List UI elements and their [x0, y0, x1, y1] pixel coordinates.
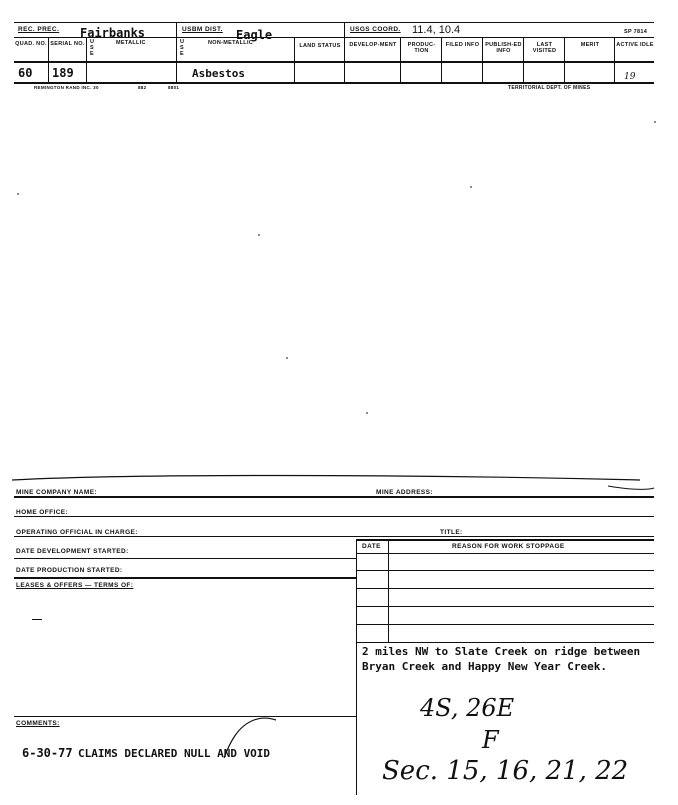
printer-imprint: REMINGTON RAND INC. 30	[34, 85, 99, 90]
col-published-info: PUBLISH-ED INFO	[485, 42, 522, 54]
location-line-2: Bryan Creek and Happy New Year Creek.	[362, 660, 608, 673]
printer-code-b: 8801	[168, 85, 180, 90]
columns-divider	[14, 61, 654, 63]
metallic-code-u: U	[90, 39, 95, 45]
stoppage-row-rule	[356, 606, 654, 607]
mine-company-label: MINE COMPANY NAME:	[16, 489, 97, 496]
comment-date: 6-30-77	[22, 746, 73, 760]
col-metallic: METALLIC	[116, 40, 146, 46]
comments-top-rule	[14, 716, 356, 717]
printer-code-a: 882	[138, 85, 147, 90]
stoppage-row-rule	[356, 570, 654, 571]
grid-vline	[176, 22, 177, 82]
stoppage-row-rule	[356, 553, 654, 554]
rec-prec-value: Fairbanks	[80, 26, 146, 40]
col-land-status: LAND STATUS	[299, 43, 341, 49]
hand-sections: Sec. 15, 16, 21, 22	[382, 756, 629, 786]
official-rule	[14, 536, 654, 537]
col-merit: MERIT	[580, 42, 600, 48]
grid-vline	[441, 37, 442, 82]
operating-official-label: OPERATING OFFICIAL IN CHARGE:	[16, 529, 138, 536]
dev-started-label: DATE DEVELOPMENT STARTED:	[16, 548, 129, 555]
home-office-rule	[14, 516, 654, 517]
metallic-code-s: S	[90, 45, 94, 51]
prod-started-rule	[14, 577, 356, 579]
top-rule	[14, 22, 654, 23]
agency-imprint: TERRITORIAL DEPT. OF MINES	[508, 85, 591, 91]
usbm-dist-value: Eagle	[236, 28, 273, 42]
usgs-coord-value: 11.4, 10.4	[412, 24, 461, 36]
col-serial-no: SERIAL NO.	[50, 41, 85, 47]
lower-top-rule	[14, 496, 654, 498]
scan-speck	[470, 186, 472, 188]
col-active-idle: ACTIVE IDLE	[616, 42, 654, 48]
hand-township: 4S, 26E	[420, 694, 515, 722]
dev-started-rule	[14, 558, 356, 559]
form-number: SP 7814	[624, 29, 648, 35]
grid-vline	[523, 37, 524, 82]
usgs-coord-label: USGS COORD.	[350, 26, 401, 33]
comment-pen-stroke	[220, 712, 280, 762]
stoppage-date-header: DATE	[362, 543, 381, 550]
mine-address-label: MINE ADDRESS:	[376, 489, 433, 496]
leases-label: LEASES & OFFERS — TERMS OF:	[16, 582, 134, 589]
leases-mark	[32, 619, 42, 620]
rec-prec-label: REC. PREC.	[18, 26, 60, 33]
usbm-dist-label: USBM DIST.	[182, 26, 223, 33]
non-metallic-code-s: S	[180, 45, 184, 51]
record-non-metallic: Asbestos	[192, 67, 245, 80]
stoppage-top-rule	[356, 539, 654, 541]
stoppage-date-divider	[388, 539, 389, 642]
hand-meridian: F	[482, 726, 499, 754]
comment-text: CLAIMS DECLARED NULL AND VOID	[78, 747, 271, 760]
col-production: PRODUC-TION	[407, 42, 436, 54]
grid-vline	[614, 37, 615, 82]
col-non-metallic: NON-METALLIC	[208, 40, 254, 46]
stoppage-row-rule	[356, 642, 654, 643]
grid-vline	[344, 22, 345, 82]
location-line-1: 2 miles NW to Slate Creek on ridge between	[362, 645, 641, 658]
col-development: DEVELOP-MENT	[349, 42, 397, 48]
grid-vline	[294, 37, 295, 82]
scan-speck	[654, 121, 656, 123]
non-metallic-code-e: E	[180, 51, 184, 57]
scan-speck	[366, 412, 368, 414]
stoppage-left-border	[356, 539, 357, 795]
scan-speck	[17, 193, 19, 195]
col-filed-info: FILED INFO	[445, 42, 480, 48]
record-active-idle: 19	[624, 72, 636, 82]
home-office-label: HOME OFFICE:	[16, 509, 69, 516]
record-serial-no: 189	[52, 66, 74, 80]
stoppage-reason-header: REASON FOR WORK STOPPAGE	[452, 543, 565, 550]
stoppage-row-rule	[356, 624, 654, 625]
fold-line	[0, 468, 678, 498]
grid-vline	[564, 37, 565, 82]
grid-vline	[482, 37, 483, 82]
prod-started-label: DATE PRODUCTION STARTED:	[16, 567, 123, 574]
col-quad-no: QUAD. NO.	[15, 41, 47, 47]
scan-speck	[286, 357, 288, 359]
non-metallic-code-u: U	[180, 39, 185, 45]
col-last-visited: LAST VISITED	[532, 42, 557, 54]
record-quad-no: 60	[18, 66, 33, 80]
grid-vline	[400, 37, 401, 82]
stoppage-row-rule	[356, 588, 654, 589]
metallic-code-e: E	[90, 51, 94, 57]
comments-label: COMMENTS:	[16, 720, 60, 727]
record-bottom-rule	[14, 82, 654, 84]
title-label: TITLE:	[440, 529, 463, 536]
scan-speck	[258, 234, 260, 236]
grid-vline	[86, 37, 87, 82]
